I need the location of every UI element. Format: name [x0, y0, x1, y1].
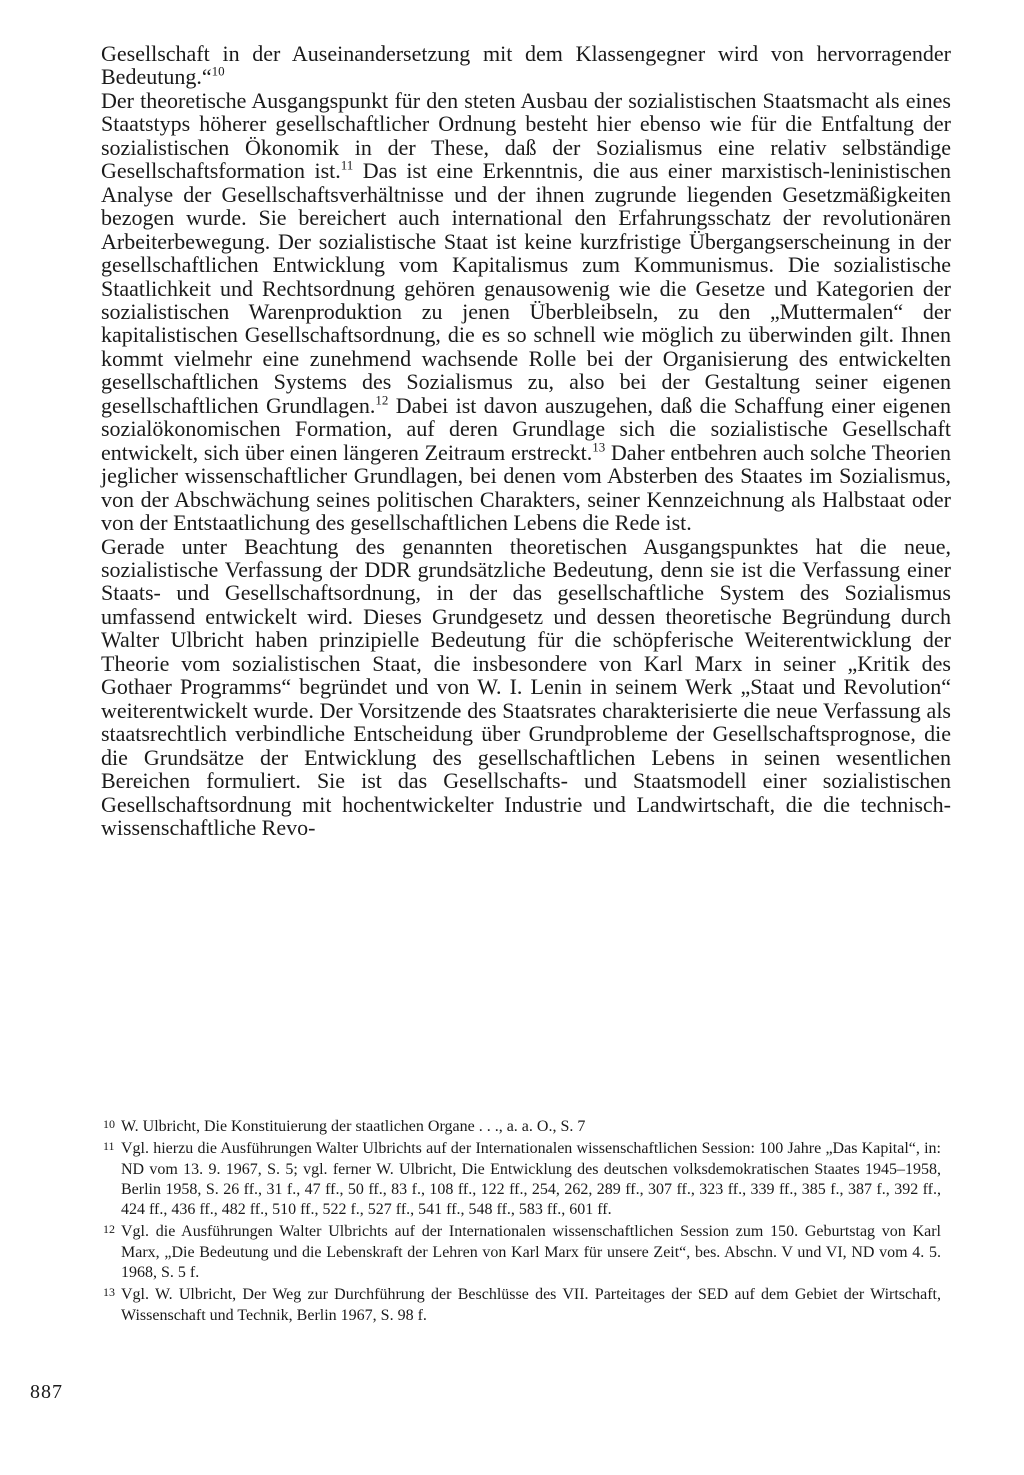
footnote-number: 10 [103, 1117, 115, 1131]
footnote-11 [103, 1139, 941, 1220]
footnote-text: Vgl. die Ausführungen Walter Ulbrichts auf der Internationalen wissenschaftlichen Session zum 150. Geburtstag von Karl Marx, „Die Bedeutung und die Lebenskraft der Lehren von Karl Marx für unsere Zeit“, bes. Abschn. V und VI, ND vom 4. 5. 1968, S. 5 f. [121, 1223, 941, 1282]
footnote-12 [103, 1222, 941, 1283]
footnote-10 [103, 1117, 941, 1137]
footnotes [103, 1117, 941, 1328]
paragraph [101, 535, 951, 840]
footnote-text: Vgl. hierzu die Ausführungen Walter Ulbrichts auf der Internationalen wissenschaftlichen Session: 100 Jahre „Das Kapital“, in: ND vom 13. 9. 1967, S. 5; vgl. ferner W. Ulbricht, Die Entwicklung des deutschen volksdemokratischen Staates 1945–1958, Berlin 1958, S. 26 ff., 31 f., 47 ff., 50 ff., 83 f., 108 ff., 122 ff., 254, 262, 289 ff., 307 ff., 323 ff., 339 ff., 385 f., 387 f., 392 ff., 424 ff., 436 ff., 482 ff., 510 ff., 522 f., 527 ff., 541 ff., 548 ff., 583 ff., 601 ff. [121, 1140, 941, 1219]
footnote-number: 12 [103, 1222, 115, 1237]
footnote-text: Vgl. W. Ulbricht, Der Weg zur Durchführung der Beschlüsse des VII. Parteitages der SED auf dem Gebiet der Wirtschaft, Wissenschaft und Technik, Berlin 1967, S. 98 f. [121, 1286, 941, 1324]
footnote-ref-11: 11 [340, 157, 354, 173]
body-text [101, 42, 951, 839]
text-segment: Gesellschaft in der Auseinandersetzung mit dem Klassengegner wird von hervorragender Bedeutung.“ [101, 41, 951, 90]
text-segment: Das ist eine Erkenntnis, die aus einer marxistisch-leninistischen Analyse der Gesellschaftsverhältnisse und der ihnen zugrunde liegenden Gesetzmäßigkeiten bezogen wurde. Sie bereichert auch international den Erfahrungsschatz der revolutionären Arbeiterbewegung. Der sozialistische Staat ist keine kurzfristige Übergangserscheinung in der gesellschaftlichen Entwicklung vom Kapitalismus zum Kommunismus. Die sozialistische Staatlichkeit und Rechtsordnung gehören genausowenig wie die Gesetze und Kategorien der sozialistischen Warenproduktion zu jenen Überbleibseln, zu den „Muttermalen“ der kapitalistischen Gesellschaftsordnung, die es so schnell wie möglich zu überwinden gilt. Ihnen kommt vielmehr eine zunehmend wachsende Rolle bei der Organisierung des entwickelten gesellschaftlichen Systems des Sozialismus zu, also bei der Gestaltung seiner eigenen gesellschaftlichen Grundlagen. [101, 158, 951, 418]
text-segment: Dabei ist davon auszugehen, daß die Schaffung einer eigenen sozialökonomischen Formation, auf deren Grundlage sich die sozialistische Gesellschaft entwickelt, sich über einen längeren Zeitraum erstreckt. [101, 392, 951, 465]
page-number: 887 [30, 1381, 63, 1403]
footnote-number: 11 [103, 1139, 115, 1154]
paragraph [101, 89, 951, 535]
paragraph [101, 42, 951, 89]
footnote-ref-13: 13 [592, 439, 606, 455]
footnote-number: 13 [103, 1285, 115, 1300]
text-segment: Der theoretische Ausgangspunkt für den steten Ausbau der sozialistischen Staatsmacht als eines Staatstyps höherer gesellschaftlicher Ordnung besteht hier ebenso wie für die Entfaltung der sozialistischen Ökonomik in der These, daß der Sozialismus eine relativ selbständige Gesellschaftsformation ist. [101, 87, 951, 184]
footnote-ref-12: 12 [375, 392, 389, 408]
text-segment: Daher entbehren auch solche Theorien jeglicher wissenschaftlicher Grundlagen, bei denen vom Absterben des Staates im Sozialismus, von der Abschwächung seines politischen Charakters, seiner Kennzeichnung als Halbstaat oder von der Entstaatlichung des gesellschaftlichen Lebens die Rede ist. [101, 439, 951, 536]
text-segment: Gerade unter Beachtung des genannten theoretischen Ausgangspunktes hat die neue, sozialistische Verfassung der DDR grundsätzliche Bedeutung, denn sie ist die Verfassung einer Staats- und Gesellschaftsordnung, in der das gesellschaftliche System des Sozialismus umfassend entwickelt wird. Dieses Grundgesetz und dessen theoretische Begründung durch Walter Ulbricht haben prinzipielle Bedeutung für die schöpferische Weiterentwicklung der Theorie vom sozialistischen Staat, die insbesondere von Karl Marx in seiner „Kritik des Gothaer Programms“ begründet und von W. I. Lenin in seinem Werk „Staat und Revolution“ weiterentwickelt wurde. Der Vorsitzende des Staatsrates charakterisierte die neue Verfassung als staatsrechtlich verbindliche Entscheidung über Grundprobleme der Gesellschaftsprognose, die die Grundsätze der Entwicklung des gesellschaftlichen Lebens in seinen wesentlichen Bereichen formuliert. Sie ist das Gesellschafts- und Staatsmodell einer sozialistischen Gesellschaftsordnung mit hochentwickelter Industrie und Landwirtschaft, die die technisch-wissenschaftliche Revo- [101, 533, 951, 840]
footnote-ref-10: 10 [211, 64, 225, 80]
footnote-text: W. Ulbricht, Die Konstituierung der staatlichen Organe . . ., a. a. O., S. 7 [121, 1118, 586, 1135]
footnote-13 [103, 1285, 941, 1326]
